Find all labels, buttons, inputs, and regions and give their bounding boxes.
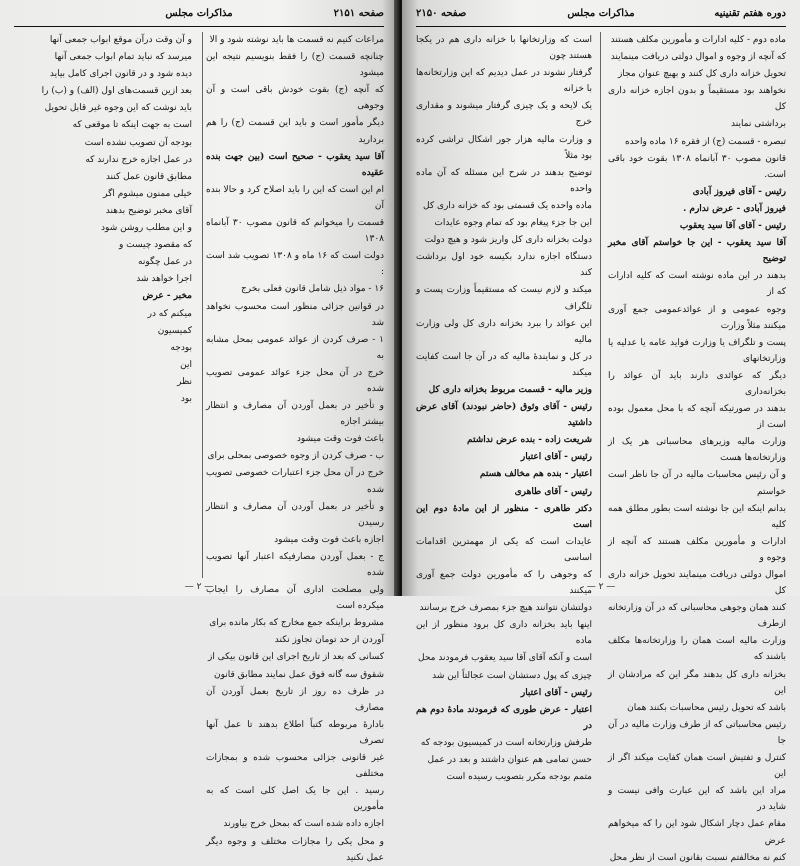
left-page-column-right xyxy=(206,32,384,863)
text-line: میکنم که در xyxy=(147,308,192,319)
text-line: متمم بودجه مکرر بتصویب رسیده است xyxy=(446,772,592,783)
text-line: بودجه آن تصویب نشده است xyxy=(84,137,192,148)
text-line: مطابق قانون عمل کنند xyxy=(105,171,192,182)
text-line: فیروز آبادی - عرض ندارم . xyxy=(683,203,786,214)
text-line: توضیح بدهند در شرح این مسئله که آن ماده واحده xyxy=(416,167,592,194)
text-line: و تأخیر در بعمل آوردن آن مصارف و انتظار بیشتر اجازه xyxy=(206,401,384,428)
text-line: ۱ - صرف کردن از عوائد عمومی بمحل مشابه به xyxy=(206,334,384,361)
text-line: دکتر طاهری - منظور از این مادهٔ دوم این است xyxy=(416,503,592,530)
left-page-number: صفحه ۲۱۵۱ xyxy=(333,8,384,19)
text-line: مخبر - عرض xyxy=(142,291,192,302)
right-header-rule xyxy=(416,26,786,27)
text-line: مقام عمل دچار اشکال شود این را که میخواهم عرض xyxy=(608,819,786,846)
text-line: اعتبار - عرض طوری که فرمودند مادهٔ دوم هم در xyxy=(416,704,592,731)
text-line: آقا سید یعقوب - این جا خواستم آقای مخبر توضیح xyxy=(608,238,786,265)
text-line: و تأخیر در بعمل آوردن آن مصارف و انتظار رسیدن xyxy=(206,501,384,528)
text-line: در عمل چگونه xyxy=(138,257,192,268)
text-line: اینها باید بخزانه داری کل برود منظور از این ماده xyxy=(416,620,592,647)
text-line: که مقصود چیست و xyxy=(118,240,192,251)
text-line: بدهند در صورتیکه آنچه که با محل معمول بوده است از xyxy=(608,404,786,431)
text-line: یک لایحه و یک چیزی گرفتار میشوند و مقداری خرج xyxy=(416,101,592,128)
text-line: نظر xyxy=(177,376,192,387)
left-page-column-left xyxy=(14,32,192,578)
text-line: است و آنکه آقای آقا سید یعقوب فرمودند محل xyxy=(418,653,592,664)
text-line: در قوانین جزائی منظور است محسوب نخواهد شد xyxy=(206,301,384,328)
text-line: آوردن از حد تومان تجاوز نکند xyxy=(274,635,384,646)
text-line: آقای مخبر توضیح بدهند xyxy=(105,205,192,216)
text-line: رسید . این جا یک اصل کلی است که به مأمورین xyxy=(206,786,384,813)
text-line: دیده شود و در قانون اجرای کامل بیاید xyxy=(49,69,192,80)
text-line: خرج در آن محل جزء عوائد عمومی تصویب شده xyxy=(206,367,384,394)
text-line: در کل و نمایندهٔ مالیه که در آن جا است کفایت میکند xyxy=(416,351,592,378)
text-line: عایدات است که یکی از مهمترین اقدامات اساسی xyxy=(416,536,592,563)
text-line: طرفش وزارتخانه است در کمیسیون بودجه که xyxy=(420,737,592,748)
left-page-footer: — ۲ — xyxy=(184,582,214,592)
text-line: مراعات کنیم نه قسمت ها باید نوشته شود و الا xyxy=(209,35,384,45)
text-line: وجوه عمومی و از عوائدعمومی جمع آوری میکنند مثلاً وزارت xyxy=(608,304,786,331)
text-line: باشد که تحویل رئیس محاسبات بکنند همان xyxy=(627,702,786,713)
text-line: میکند و لازم نیست که مستقیماً وزارت پست و تلگراف xyxy=(416,285,592,312)
text-line: اجرا خواهد شد xyxy=(136,274,192,285)
text-line: ماده دوم - کلیه ادارات و مأمورین مکلف هستند xyxy=(610,35,786,45)
text-line: بادارهٔ مربوطه کتباً اطلاع بدهند تا عمل آنها تصرف xyxy=(206,719,384,746)
right-page-column-right xyxy=(608,32,787,863)
text-line: رئیس محاسباتی که از طرف وزارت مالیه در آن جا xyxy=(608,719,786,746)
text-line: این xyxy=(180,359,192,370)
text-line: رئیس - آقای اعتبار xyxy=(520,687,592,698)
text-line: دولت بخزانه داری کل واریز شود و هیچ دولت xyxy=(424,235,592,246)
text-line: وزیر مالیه - قسمت مربوط بخزانه داری کل xyxy=(428,384,592,395)
text-line: ب - صرف کردن از وجوه خصوصی بمحلی برای xyxy=(207,451,384,462)
right-page-footer: — ۲ — xyxy=(586,582,616,592)
text-line: بدانم اینکه این جا نوشته است بطور مطلق همه کلیه xyxy=(608,503,786,530)
text-line: که وجوهی را که مأمورین دولت جمع آوری میکنند xyxy=(416,570,592,597)
text-line: بدهند در این ماده نوشته است که کلیه ادارات که از xyxy=(608,271,786,298)
text-line: بعد ازین قسمت‌های اول (الف) و (ب) را xyxy=(41,86,192,97)
text-line: مشروط براینکه جمع مخارج که بکار مانده برای xyxy=(209,618,384,629)
text-line: این عوائد را ببرد بخزانه داری کل ولی وزارت مالیه xyxy=(416,318,592,345)
right-page-session: دوره هفتم تقنینیه xyxy=(714,8,786,19)
text-line: اجازه باعث فوت وقت میشود xyxy=(274,534,384,545)
text-line: ج - بعمل آوردن مصارفیکه اعتبار آنها تصویب شده xyxy=(206,551,384,578)
text-line: کنند همان وجوهی محاسباتی که در آن وزارتخانه ازطرف xyxy=(608,603,786,630)
text-line: مراد این باشد که این عبارت وافی نیست و شاید در xyxy=(608,786,786,813)
left-page-header xyxy=(14,8,384,24)
text-line: رئیس - آقای وثوق (حاضر نبودند) آقای عرض داشتید xyxy=(416,402,592,429)
right-page-column-left xyxy=(416,32,592,783)
text-line: اجازه داده شده است که بمحل خرج بیاورند xyxy=(223,819,384,830)
text-line: و این مطلب روشن شود xyxy=(101,223,192,234)
text-line: اعتبار - بنده هم مخالف هستم xyxy=(479,469,592,480)
text-line: بخزانه داری کل بدهند مگر این که مرادشان از این xyxy=(608,669,786,696)
text-line: رئیس - آقای طاهری xyxy=(514,486,592,497)
text-line: خرج در آن محل جزء اعتبارات خصوصی تصویب شده xyxy=(206,468,384,495)
text-line: دولتشان نتوانند هیچ جزء بمصرف خرج برسانند xyxy=(419,603,592,614)
text-line: این جا جزء پیغام بود که تمام وجوه عایدات xyxy=(434,218,592,229)
text-line: ولی مصلحت اداری آن مصارف را ایجاب میکرده است xyxy=(206,585,384,612)
text-line: که آنچه از وجوه و اموال دولتی دریافت مینمایند xyxy=(610,52,786,63)
text-line: ماده واحده یک قسمتی بود که خزانه داری کل xyxy=(423,200,592,211)
text-line: اموال دولتی دریافت مینمایند تحویل خزانه داری کل xyxy=(608,570,786,597)
text-line: غیر قانونی جزائی محسوب شده و بمجازات مختلفی xyxy=(206,753,384,780)
text-line: رئیس - آقای اعتبار xyxy=(520,452,592,463)
text-line: گرفتار نشوند در عمل دیدیم که این وزارتخانه‌ها با خزانه xyxy=(416,68,592,95)
text-line: میرسد که نباید تمام ابواب جمعی آنها xyxy=(54,52,192,63)
text-line: رئیس - آقای فیروز آبادی xyxy=(692,186,786,197)
text-line: بودجه xyxy=(170,342,192,353)
text-line: قانون مصوب ۳۰ آبانماه ۱۳۰۸ بقوت خود باقی است. xyxy=(608,153,787,180)
text-line: کنم نه مخالفتم نسبت بقانون است از نظر محل xyxy=(609,852,786,863)
text-line: تبصره - قسمت (ج) از فقره ۱۶ ماده واحده xyxy=(624,136,786,147)
text-line: قسمت را میخوانم که قانون مصوب ۳۰ آبانماه ۱۳۰۸ xyxy=(206,218,384,245)
text-line: ۱۶ - مواد ذیل شامل قانون فعلی بخرج xyxy=(241,284,384,295)
text-line: که آنچه (ج) بقوت خودش باقی است و آن وجوهی xyxy=(206,85,384,112)
text-line: در عمل اجازه خرج ندارند که xyxy=(85,154,192,165)
text-line: رئیس - آقای آقا سید یعقوب xyxy=(679,221,786,232)
text-line: کسانی که بعد از تاریخ اجرای این قانون بیکی از xyxy=(207,652,384,663)
left-column-divider xyxy=(202,32,203,578)
right-page-title: مذاکرات مجلس xyxy=(567,8,635,19)
right-column-divider xyxy=(600,32,601,578)
text-line: دستگاه اجازه ندارد بکیسه خود اول برداشت کند xyxy=(416,252,592,279)
text-line: شقوق سه گانه فوق عمل نمایند مطابق قانون xyxy=(214,669,384,680)
left-header-rule xyxy=(14,26,384,27)
text-line: است که وزارتخانها با خزانه داری هم در یکجا هستند چون xyxy=(416,35,592,62)
text-line: و محل یکی را مجازات مختلف و وجوه دیگر عمل نکنید xyxy=(206,836,384,863)
text-line: چیزی که پول دستشان است عجالتاً این شد xyxy=(432,670,592,681)
right-page-number: صفحه ۲۱۵۰ xyxy=(416,8,467,19)
text-line: کمیسیون xyxy=(157,325,192,336)
text-line: و آن رئیس محاسبات مالیه در آن جا ناظر است خواستم xyxy=(608,470,786,497)
text-line: نخواهند بود مستقیماً و بدون اجازه خزانه داری کل xyxy=(608,86,786,113)
text-line: وزارت مالیه است همان را وزارتخانه‌ها مکلف باشند که xyxy=(608,636,786,663)
text-line: دولت است که ۱۶ ماه و ۱۳۰۸ تصویب شد است : xyxy=(206,251,384,278)
left-page xyxy=(0,0,398,863)
text-line: خیلی ممنون میشوم اگر xyxy=(103,188,192,199)
text-line: دیگر مأمور است و باید این قسمت (ج) را هم بردارید xyxy=(206,118,384,145)
right-page xyxy=(402,0,800,863)
text-line: باید نوشت که این وجوه غیر قابل تحویل xyxy=(44,103,192,114)
text-line: ام این است که این را باید اصلاح کرد و حالا بنده آن xyxy=(206,184,384,211)
text-line: پست و تلگراف یا وزارت فواید عامه یا عدلیه یا وزارتخانهای xyxy=(608,337,786,364)
text-line: تحویل خزانه داری کل کنند و بهیچ عنوان مجاز xyxy=(617,69,786,80)
text-line: دیگر که عوائدی دارند باید آن عوائد را بخزانه‌داری xyxy=(608,370,786,397)
text-line: است به جهت اینکه تا موقعی که xyxy=(72,120,192,131)
text-line: ادارات و مأمورین مکلف هستند که آنچه از وجوه و xyxy=(608,536,786,563)
text-line: حسن تمامی هم عنوان داشتند و بعد در عمل xyxy=(427,755,592,766)
text-line: کنترل و تفتیش است همان کفایت میکند اگر از این xyxy=(608,753,786,780)
text-line: و آن وقت درآن موقع ابواب جمعی آنها xyxy=(49,35,192,45)
right-page-header xyxy=(416,8,786,24)
left-page-title: مذاکرات مجلس xyxy=(165,8,233,19)
text-line: چنانچه قسمت (ج) را فقط بنویسیم نتیجه این میشود xyxy=(206,52,384,79)
text-line: باعث فوت وقت میشود xyxy=(296,434,384,445)
text-line: وزارت مالیه وزیرهای محاسباتی هر یک از وزارتخانه‌ها هست xyxy=(608,437,786,464)
text-line: شریعت زاده - بنده عرض نداشتم xyxy=(466,435,592,446)
text-line: و وزارت مالیه هزار جور اشکال تراشی کرده بود مثلاً xyxy=(416,134,592,161)
text-line: در ظرف ده روز از تاریخ بعمل آوردن آن مصارف xyxy=(206,686,384,713)
text-line: برداشتی نمایند xyxy=(731,119,786,130)
text-line: آقا سید یعقوب - صحیح است (بین جهت بنده عقیده xyxy=(206,151,384,178)
text-line: بود xyxy=(180,393,192,404)
